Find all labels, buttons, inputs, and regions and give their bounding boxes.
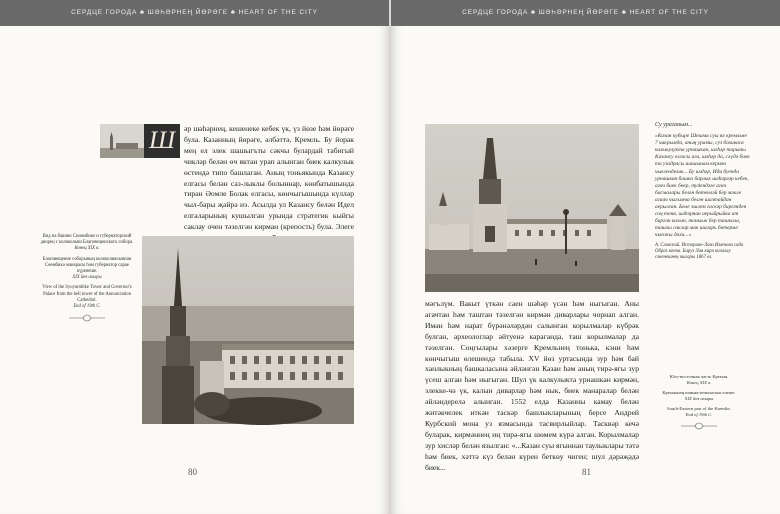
left-running-header: СЕРДЦЕ ГОРОДА ♣ ШӘҺӘРНЕҢ ЙӨРӘГЕ ♣ HEART OF THE CITY bbox=[0, 0, 389, 26]
right-running-header: СЕРДЦЕ ГОРОДА ♣ ШӘҺӘРНЕҢ ЙӨРӘГЕ ♣ HEART OF THE CITY bbox=[391, 0, 780, 26]
rcaption-tt: Кремльнең көньяк-көнчыгыш өлеше. bbox=[662, 390, 736, 395]
caption-ru: Вид на башню Сююмбике и губернаторский дворец с колокольни Благовещенского собора. bbox=[40, 234, 134, 246]
left-photo-caption bbox=[40, 234, 134, 322]
book-gutter bbox=[389, 0, 391, 514]
photo-spasskaya-tower bbox=[425, 124, 639, 292]
left-body-text: әр шәһәрнең, кешенеке кебек үк, үз йөзе һәм йөрәге була. Казанның йөрәге, әлбәттә, Кремль. Бу йорак мең ел элек шашыгъты сәкчы булардай табигый чикләр белән өч яктан урап алынган биек калкулык өстендә типо башлаган. Аның тоньякында Казансу елгасы белән саз-лыклы болыннар, көнбатышында тирән Әомле Болак елгасы, көнчыгышында күлләр чыл-бары җәйрә иэ. Асылда ул Казансу белән Идел елгаларының кушылган урында стратегик кыйгы саклау очен тәзелгән кирман (крепость) була. Элеге bbox=[184, 124, 354, 232]
rcaption-en: South-Eastern part of the Kremlin. bbox=[667, 406, 731, 411]
right-page-number: 81 bbox=[582, 467, 591, 477]
side-quote-text: «Казан кубыре Шешма суы ях кремльне 7 чакрымда, аның урамы, суз бохикаса калыкулукта урнашкан, шәһәр тирыны Казансу елгасы ага, шәһәр да, сәүдә биек та узадрасы шашынам кермән чыкгенделик... Бу шәһәр, Иди буенда урнашкан башка барлык шәһәрләр кебек, агач биек бөер, ту4ендәге агач басмалары белән бөтенләй бер мәкле агаач чыгымча белән шалтайдан аерылган. Бөле эшлем гаскәр биргәнден соң тоня, шәһәрнан аерыйрыйка ат барган калын, тоныык бер ташкала, ташлы саклар мак шигарь бөтермә чынжы дахи...» bbox=[655, 133, 750, 239]
caption-en: View of the Syuyumbike Tower and Governor's Palace from the bell tower of the Annunciation Cathedral. bbox=[42, 285, 132, 303]
caption-en-date: End of 19th C. bbox=[73, 304, 101, 310]
dropcap-thumbnail-photo bbox=[100, 124, 144, 158]
rcaption-ru-date: Конец XIX в. bbox=[686, 380, 712, 385]
caption-tt: Благовещение соборының колоколнясыннан Сөембикә манарасы һәм губернатор сарае күренеше. bbox=[42, 256, 132, 275]
ornament-icon bbox=[679, 422, 719, 430]
rcaption-tt-date: XIX йөз ахыры bbox=[684, 396, 714, 401]
caption-tt-date: XIX йөз ахыры bbox=[72, 275, 102, 281]
side-quote bbox=[655, 122, 750, 261]
photo-syuyumbike-tower bbox=[142, 236, 354, 424]
left-page-number: 80 bbox=[188, 467, 197, 477]
right-body-text-content: мәгълүм. Вакыт үткән саен шәһәр үсән һәм ныгыган. Аны агачтан һәм таштан тәзелгән кирмән диварлары чорнап алган. Имән һәм нарат бүрәнәләрдән салынган корылмалар күбрәк булган, археологлар әйтуенә караганда, таш корылмалар да тәзелгән. Соңгылары хәзерге Кремльнең тонька, кэни һәм көнчыгыш өлешендә табыла. XV йөз уртасында зур һәм бай ханлыкның башкаласына әйләнгән Казан һәм аның тирә-ягы зур үсеш алган һәм ныгыган. Шул үк калкулыкта урнашкан кирмән, элекке-чә үк, калын диварлар һәм нык, биек манаралар белән әйләндерелә алынган. 1552 елда Казанны камау белән житәкчелек иткән таскәр башлыкларының берсе Андрей Курбский мона уз язмасында тасвирлыйлар. Тасквәр кечә буларак, кирмәннең иң тирә-ягы шөмем күрә алган. Корылмалар зур хисләр белән язылган: «...Казан суы ягыннан таулыклары тәтә һәм биек, хәттә күз белән күрен беткөу чиген; шул дәрәҗәдә биек... bbox=[425, 299, 639, 472]
dropcap-letter: Ш bbox=[144, 124, 180, 158]
right-photo-caption bbox=[650, 374, 748, 430]
caption-ru-date: Конец XIX в. bbox=[74, 246, 100, 252]
side-quote-reference: А. Славский. Историко-Лазо Именова сада Образ конча. Баруз Лая кирн кизалау сәкенешнең чыгары 1867 ел. bbox=[655, 242, 744, 260]
rcaption-ru: Юго-восточная часть Кремля. bbox=[669, 374, 729, 379]
side-quote-title: Су ураганым... bbox=[655, 122, 693, 128]
ornament-icon bbox=[67, 314, 107, 322]
rcaption-en-date: End of 19th C. bbox=[685, 412, 713, 417]
